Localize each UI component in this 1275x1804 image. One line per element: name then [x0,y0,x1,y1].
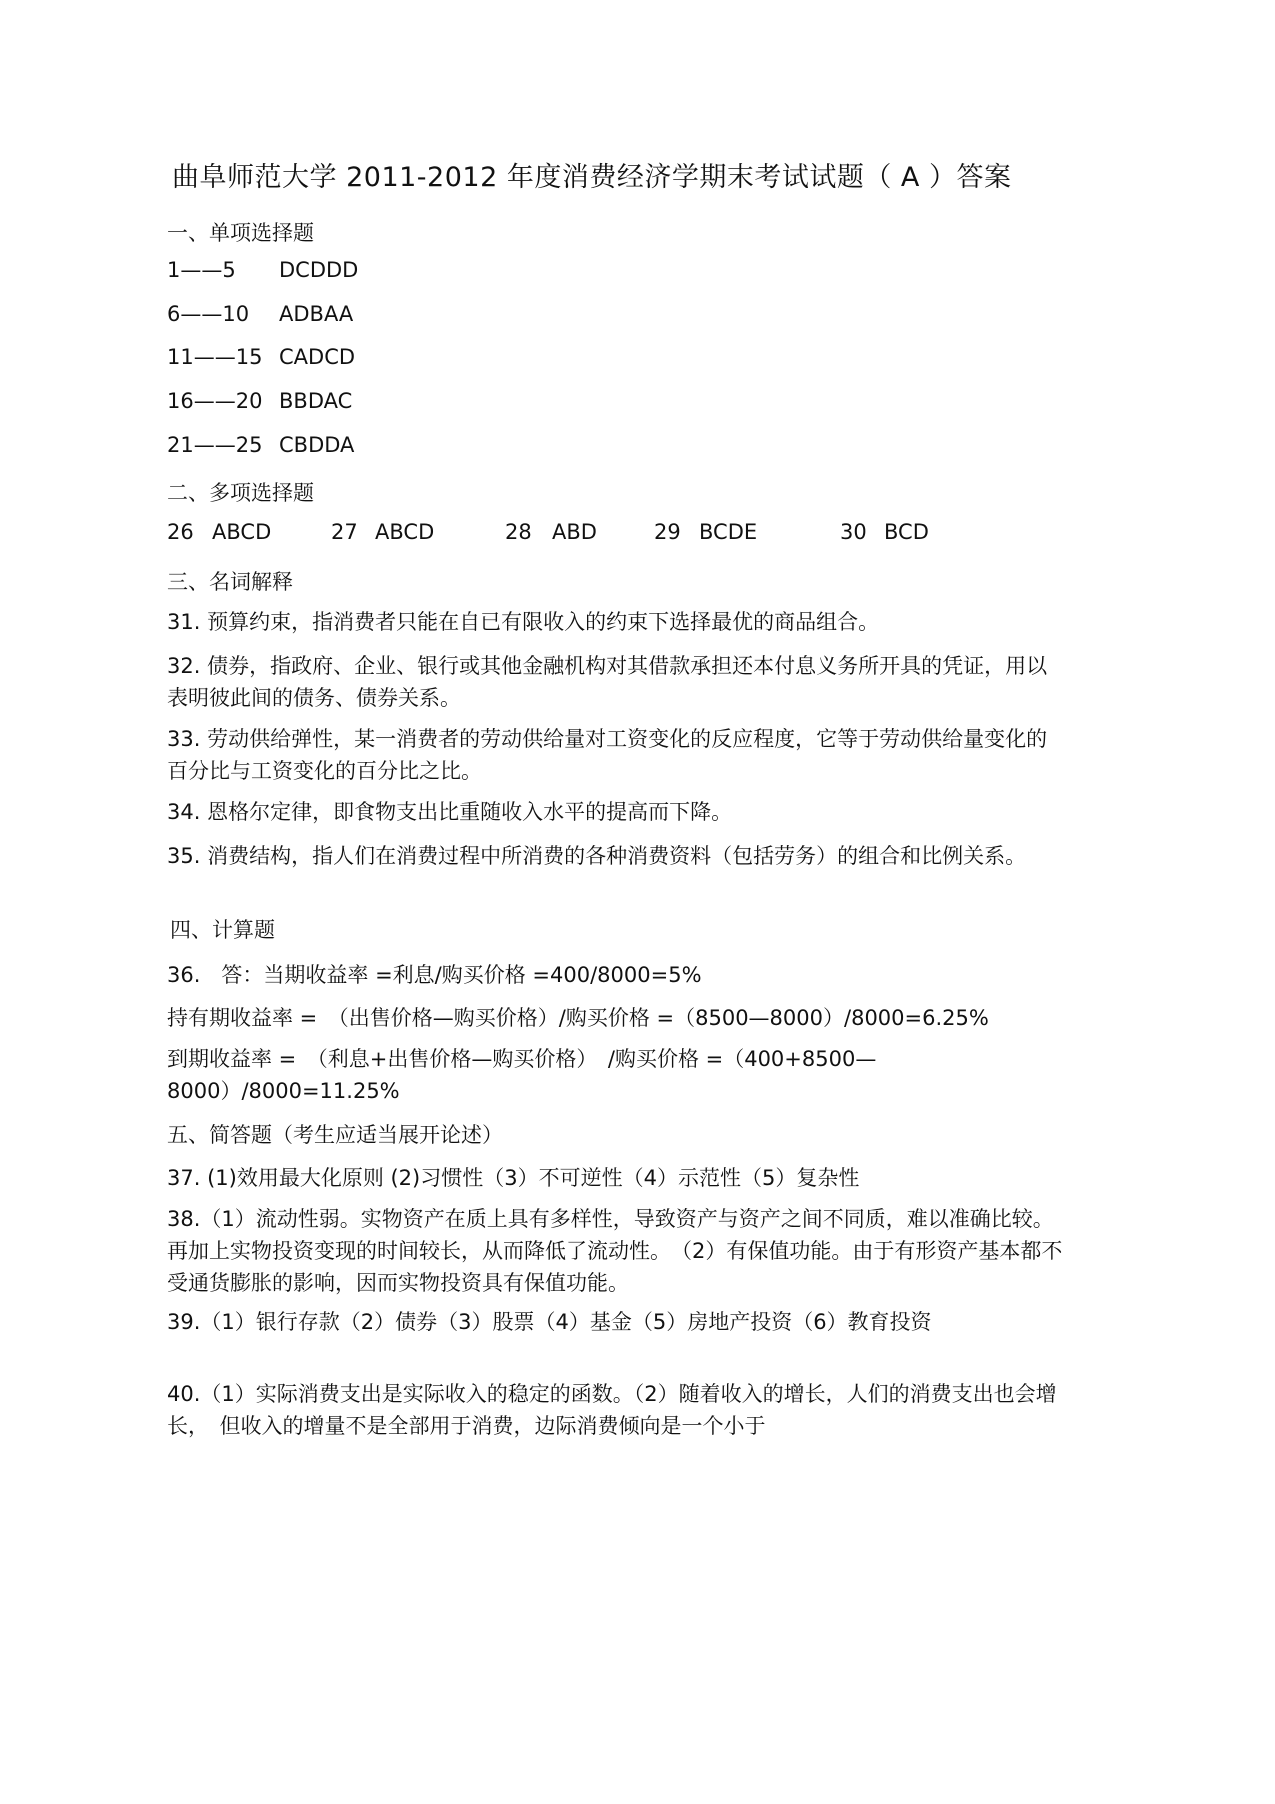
answer-value: ADBAA [279,302,354,326]
answer-value: BBDAC [279,389,353,413]
answer-paragraph: 34. 恩格尔定律，即食物支出比重随收入水平的提高而下降。 [167,800,733,824]
answer-paragraph: 37. (1)效用最大化原则 (2)习惯性（3）不可逆性（4）示范性（5）复杂性 [167,1166,860,1190]
answer-range: 1——5 [167,258,236,282]
section-heading-multiple-choice: 二、多项选择题 [167,481,314,505]
question-number: 28 [505,520,532,544]
answer-value: DCDDD [279,258,359,282]
page-title: 曲阜师范大学 2011-2012 年度消费经济学期末考试试题（ A ）答案 [172,162,1012,193]
question-number: 27 [331,520,358,544]
question-number: 30 [840,520,867,544]
answer-value: CBDDA [279,433,355,457]
answer-range: 21——25 [167,433,263,457]
answer-paragraph: 40.（1）实际消费支出是实际收入的稳定的函数。（2）随着收入的增长，人们的消费支出也会增长， 但收入的增量不是全部用于消费，边际消费倾向是一个小于 [167,1382,1057,1438]
answer-range: 16——20 [167,389,263,413]
answer-paragraph: 39.（1）银行存款（2）债券（3）股票（4）基金（5）房地产投资（6）教育投资 [167,1310,932,1334]
answer-range: 6——10 [167,302,250,326]
calculation-line: 36. 答：当期收益率 =利息/购买价格 =400/8000=5% [167,963,702,987]
question-number: 26 [167,520,194,544]
calculation-line: 到期收益率 = （利息+出售价格—购买价格） /购买价格 =（400+8500—8000）/8000=11.25% [167,1047,877,1103]
answer-paragraph: 35. 消费结构，指人们在消费过程中所消费的各种消费资料（包括劳务）的组合和比例关系。 [167,844,1027,868]
section-heading-single-choice: 一、单项选择题 [167,221,314,245]
answer-paragraph: 32. 债券，指政府、企业、银行或其他金融机构对其借款承担还本付息义务所开具的凭证，用以表明彼此间的债务、债券关系。 [167,654,1048,710]
answer-value: BCD [884,520,929,544]
answer-value: CADCD [279,345,356,369]
section-heading-short-answer: 五、简答题（考生应适当展开论述） [167,1123,503,1147]
answer-paragraph: 33. 劳动供给弹性，某一消费者的劳动供给量对工资变化的反应程度，它等于劳动供给量变化的百分比与工资变化的百分比之比。 [167,727,1048,783]
section-heading-definitions: 三、名词解释 [167,570,293,594]
answer-value: ABD [552,520,597,544]
answer-value: BCDE [699,520,758,544]
section-heading-calculation: 四、计算题 [170,918,275,942]
answer-range: 11——15 [167,345,263,369]
answer-paragraph: 31. 预算约束，指消费者只能在自已有限收入的约束下选择最优的商品组合。 [167,610,880,634]
answer-paragraph: 38.（1）流动性弱。实物资产在质上具有多样性，导致资产与资产之间不同质，难以准确比较。再加上实物投资变现的时间较长，从而降低了流动性。 （2）有保值功能。由于有形资产基本都不受通货膨胀的影响，因而实物投资具有保值功能。 [167,1207,1063,1295]
answer-value: ABCD [212,520,272,544]
question-number: 29 [654,520,681,544]
answer-value: ABCD [375,520,435,544]
calculation-line: 持有期收益率 = （出售价格—购买价格）/购买价格 =（8500—8000）/8000=6.25% [167,1006,989,1030]
